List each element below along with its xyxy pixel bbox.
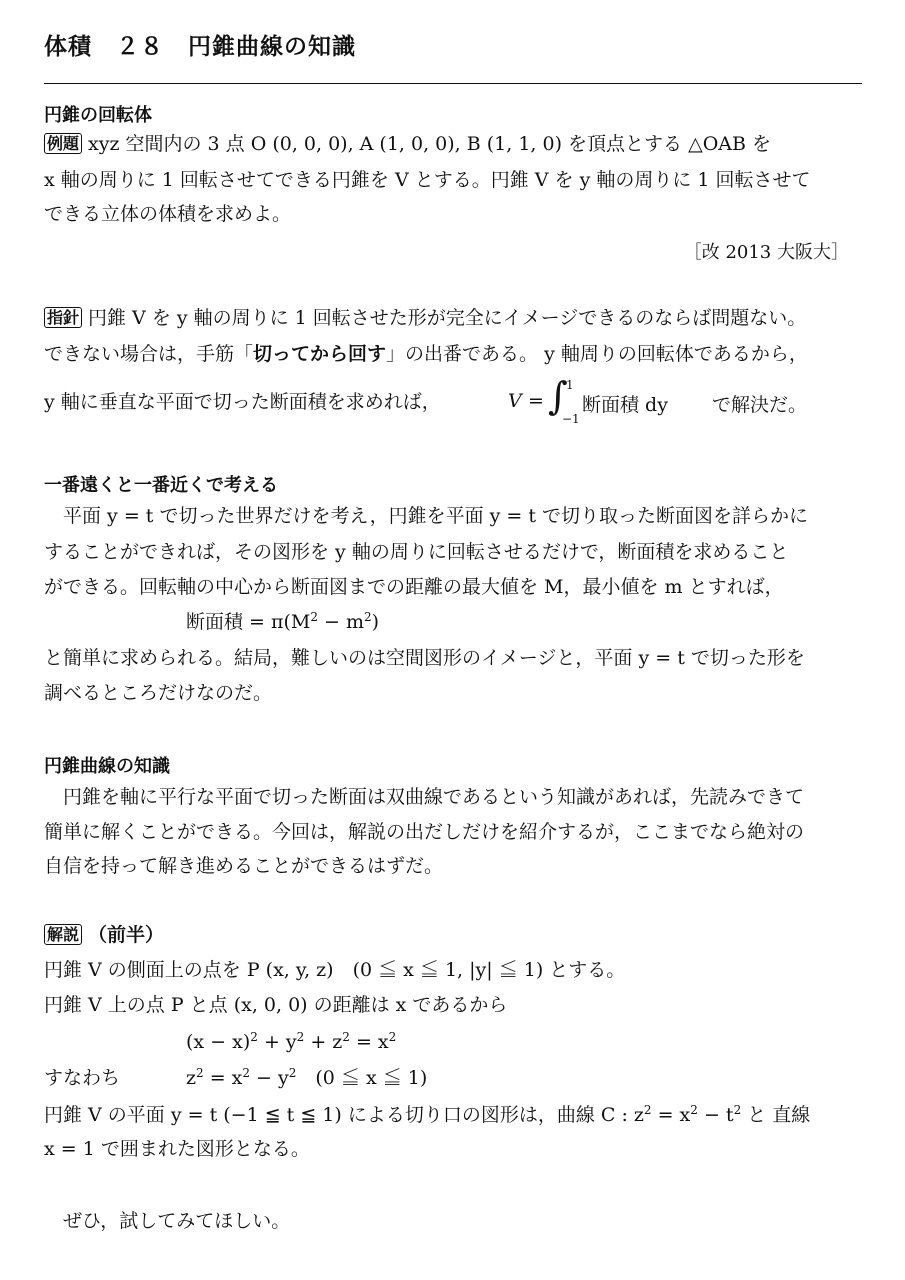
hint-line-2 [44, 342, 808, 366]
title-divider [44, 83, 862, 84]
example-line-2: x 軸の周りに 1 回転させてできる円錐を V とする。円錐 V を y 軸の周りに 1 回転させて [44, 169, 811, 191]
eq1-part-b: + y [257, 1031, 297, 1053]
section2-line-2: することができれば，その図形を y 軸の周りに回転させるだけで，断面積を求めること [44, 541, 789, 563]
sunawachi-label: すなわち [44, 1067, 121, 1089]
eq1-part-d: = x [349, 1031, 389, 1053]
section-heading-cone-rotation: 円錐の回転体 [44, 105, 152, 126]
eq2-part-c: − y [250, 1067, 289, 1089]
hint-line-3: y 軸に垂直な平面で切った断面積を求めれば， [44, 391, 441, 413]
problem-source: ［改 2013 大阪大］ [683, 242, 849, 263]
solution-line-2: 円錐 V 上の点 P と点 (x, 0, 0) の距離は x であるから [44, 994, 508, 1016]
solution-line-3 [44, 1103, 810, 1127]
line3-part-b: = x [651, 1104, 691, 1126]
example-badge: 例題 [44, 133, 82, 154]
exponent: 2 [733, 1103, 742, 1117]
integral-upper-limit: 1 [566, 378, 574, 392]
page-title: 体積 ２８ 円錐曲線の知識 [44, 34, 356, 60]
hint-badge: 指針 [44, 307, 82, 328]
surface-equation [186, 1066, 427, 1090]
section-heading-far-near: 一番遠くと一番近くで考える [44, 475, 278, 496]
line3-part-d: と 直線 [741, 1104, 811, 1126]
section2-line-3: ができる。回転軸の中心から断面図までの距離の最大値を M，最小値を m とすれば， [44, 576, 784, 598]
section2-line-5: 調べるところだけなのだ。 [44, 682, 273, 704]
section2-line-1: 平面 y = t で切った世界だけを考え，円錐を平面 y = t で切り取った断面図を詳らかに [44, 505, 809, 527]
eq1-part-a: (x − x) [186, 1031, 251, 1053]
exponent: 2 [242, 1066, 251, 1080]
formula-equals: = [528, 390, 544, 412]
example-line-1 [44, 132, 771, 156]
section-heading-conic-knowledge: 円錐曲線の知識 [44, 756, 170, 777]
exponent: 2 [310, 610, 318, 624]
formula-part-3: ) [371, 611, 380, 633]
integral-body: 断面積 dy [582, 394, 668, 416]
formula-v: V [508, 390, 522, 412]
hint-line-3-end: で解決だ。 [712, 394, 808, 416]
hint-text-2b: 」の出番である。 y 軸周りの回転体であるから， [386, 343, 808, 365]
exponent: 2 [288, 1066, 297, 1080]
eq2-part-a: z [186, 1067, 197, 1089]
section3-line-1: 円錐を軸に平行な平面で切った断面は双曲線であるという知識があれば，先読みできて [44, 786, 805, 808]
formula-part-2: − m [318, 611, 365, 633]
solution-heading [44, 923, 164, 947]
example-line-3: できる立体の体積を求めよ。 [44, 203, 292, 225]
solution-subtitle: （前半） [88, 924, 165, 946]
exponent: 2 [196, 1066, 204, 1080]
line3-part-c: − t [697, 1104, 734, 1126]
line3-part-a: 円錐 V の平面 y = t (−1 ≦ t ≦ 1) による切り口の図形は，曲線 C : z [44, 1104, 644, 1126]
closing-line: ぜひ，試してみてほしい。 [44, 1210, 291, 1232]
hint-line-1 [44, 306, 806, 330]
formula-part-1: 断面積 = π(M [186, 611, 311, 633]
section3-line-3: 自信を持って解き進めることができるはずだ。 [44, 855, 444, 877]
integral-sign: ∫ [548, 374, 568, 418]
eq2-part-b: = x [203, 1067, 243, 1089]
exponent: 2 [388, 1030, 397, 1044]
exponent: 2 [690, 1103, 698, 1117]
exponent: 2 [250, 1030, 258, 1044]
distance-equation [186, 1030, 396, 1054]
hint-text-2a: できない場合は，手筋「 [44, 343, 254, 365]
solution-line-4: x = 1 で囲まれた図形となる。 [44, 1138, 310, 1160]
hint-text-1: 円錐 V を y 軸の周りに 1 回転させた形が完全にイメージできるのならば問題ない。 [88, 307, 807, 329]
section3-line-2: 簡単に解くことができる。今回は，解説の出だしだけを紹介するが，ここまでなら絶対の [44, 821, 805, 843]
integral-lower-limit: −1 [562, 412, 580, 426]
section2-line-4: と簡単に求められる。結局，難しいのは空間図形のイメージと，平面 y = t で切った形を [44, 647, 805, 669]
example-text-1: xyz 空間内の 3 点 O (0, 0, 0), A (1, 0, 0), B (1, 1, 0) を頂点とする △OAB を [88, 133, 771, 155]
exponent: 2 [643, 1103, 652, 1117]
exponent: 2 [364, 610, 372, 624]
solution-badge: 解説 [44, 924, 82, 945]
exponent: 2 [296, 1030, 305, 1044]
eq1-part-c: + z [304, 1031, 343, 1053]
hint-keyword: 切ってから回す [253, 343, 387, 365]
solution-line-1: 円錐 V の側面上の点を P (x, y, z) (0 ≦ x ≦ 1, |y| ≦ 1) とする。 [44, 959, 626, 981]
cross-section-area-formula [186, 610, 379, 634]
eq2-part-d: (0 ≦ x ≦ 1) [296, 1067, 428, 1089]
exponent: 2 [342, 1030, 350, 1044]
volume-integral-formula [508, 374, 678, 428]
